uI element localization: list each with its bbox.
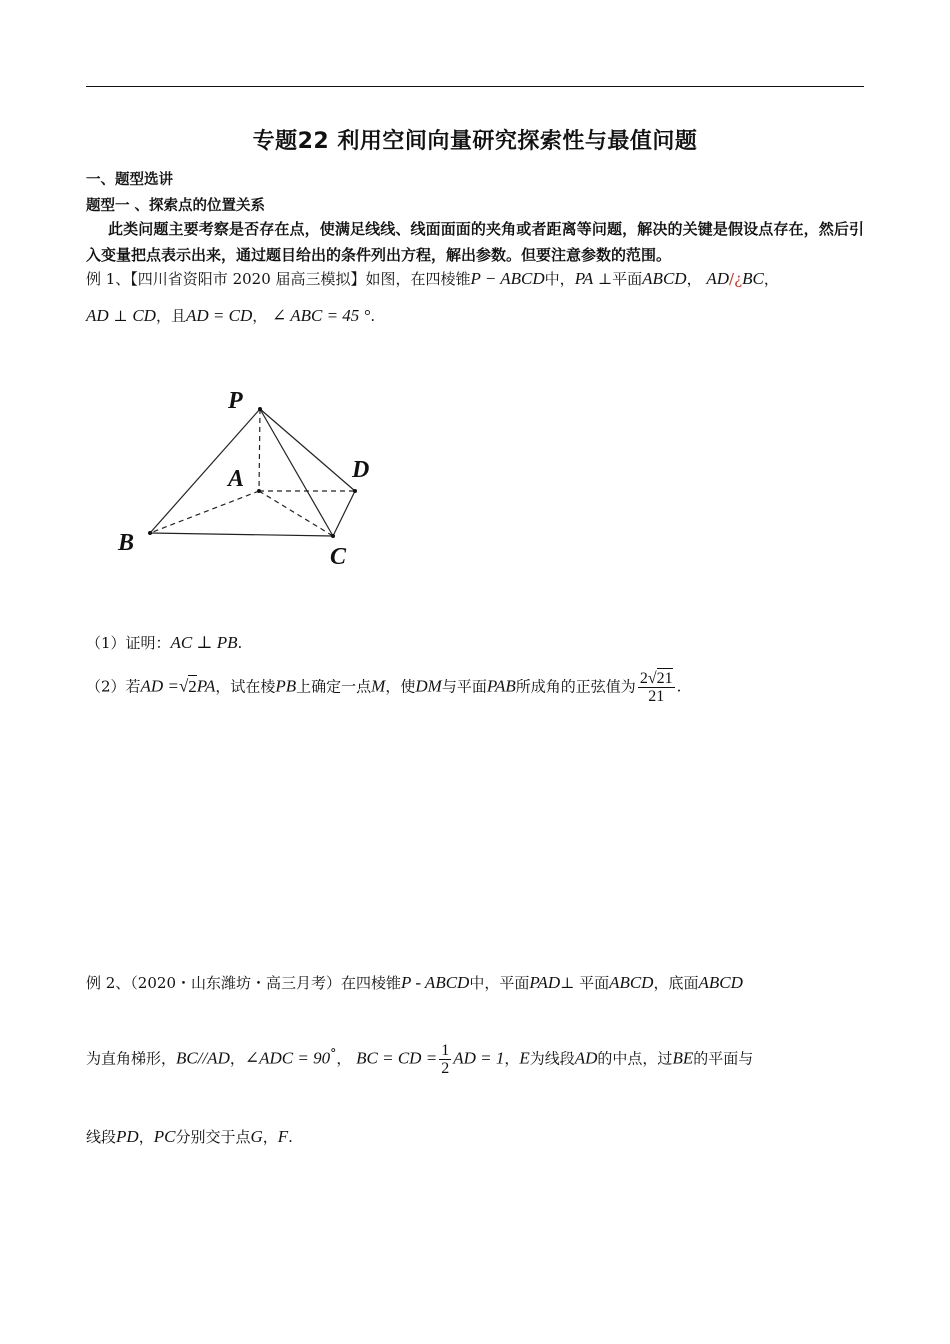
q2-pb: PB — [275, 676, 297, 696]
q2-period: . — [676, 677, 682, 696]
ex2-f: F — [277, 1127, 289, 1146]
question2: （2）若AD =√2PA，试在棱PB上确定一点M，使DM与平面PAB所成角的正弦值为 $\frac{2√21}{21}$ . — [86, 670, 682, 705]
page-title: 专题22 利用空间向量研究探索性与最值问题 — [252, 129, 698, 154]
q2-pab: PAB — [486, 676, 516, 696]
ex2-bcad: BC//AD — [176, 1048, 230, 1068]
q2-mid: ，试在棱 — [215, 677, 276, 696]
ex2-l2b: ， — [229, 1049, 245, 1068]
ex1-zhong: 中， — [544, 270, 575, 288]
ex1-plane: 平面 — [612, 270, 643, 288]
example1-line1 — [86, 268, 779, 289]
vertex-p — [258, 407, 262, 411]
q2-dm: DM — [415, 676, 442, 696]
q2-mid2: 上确定一点 — [296, 677, 372, 696]
q1-prefix: （1）证明： — [86, 634, 171, 652]
edge-ac — [259, 491, 333, 536]
ex2-t3: ，底面 — [653, 974, 699, 992]
ex2-abcd: ABCD — [609, 973, 654, 992]
q2-fraction: $\frac{2√21}{21}$ — [639, 670, 673, 705]
ex2-be: BE — [672, 1048, 694, 1068]
ex2-l3c: 分别交于点 — [175, 1128, 251, 1146]
section-heading: 一、题型选讲 — [86, 172, 173, 188]
edge-cd — [333, 491, 355, 536]
example2-line2 — [86, 1042, 753, 1077]
pyramid-figure — [110, 380, 390, 580]
ex2-deg: ° — [330, 1045, 337, 1061]
ex2-t1: 中，平面 — [469, 974, 530, 992]
edge-pc — [260, 409, 333, 536]
ex2-l2d: ， — [504, 1049, 520, 1068]
edge-bc — [150, 533, 333, 536]
ex2-l2e: 为线段 — [529, 1049, 575, 1068]
label-a: A — [228, 466, 245, 492]
ex1-angle: ∠ ABC = 45 ° — [272, 306, 371, 325]
vertex-c — [331, 534, 335, 538]
ex2-l3a: 线段 — [86, 1128, 117, 1146]
ex2-l3d: ， — [262, 1128, 278, 1146]
q2-sqrt-2: 2 — [188, 676, 197, 696]
ex1-period: . — [370, 307, 376, 325]
ex2-ad2: AD — [574, 1048, 598, 1068]
ex1-comma3: ， — [252, 307, 268, 325]
edge-ab — [150, 491, 259, 533]
edge-pa — [259, 409, 260, 491]
ex1-parallel-glyph: /¿ — [729, 270, 743, 288]
q1-expr: AC ⊥ PB — [170, 633, 238, 652]
ex1-ad: AD — [706, 269, 730, 288]
ex2-pd: PD — [116, 1127, 139, 1146]
ex2-abcd2: ABCD — [698, 973, 743, 992]
header-rule — [86, 86, 864, 87]
ex1-ad-eq-cd: AD = CD — [185, 306, 253, 325]
ex1-bc: BC — [742, 269, 764, 288]
ex1-pa: PA — [574, 269, 594, 288]
q2-pa: PA — [196, 676, 216, 696]
ex2-l2f: 的中点，过 — [597, 1049, 673, 1068]
example2-line1 — [86, 972, 743, 993]
ex1-qie: ，且 — [155, 307, 186, 325]
ex1-abcd: ABCD — [642, 269, 687, 288]
q2-mid3: ，使 — [385, 677, 416, 696]
example2-line3 — [86, 1126, 293, 1147]
ex2-half: $\frac{1}{2}$ — [441, 1042, 450, 1077]
ex1-perp: ⊥ — [598, 270, 613, 288]
q2-ad: AD = — [140, 676, 179, 696]
edge-pd — [260, 409, 355, 491]
ex2-adc: ∠ADC = 90 — [244, 1048, 331, 1068]
label-p: P — [228, 388, 243, 414]
ex2-l3b: ， — [138, 1128, 154, 1146]
ex1-comma: ， — [686, 270, 702, 288]
q2-mid5: 所成角的正弦值为 — [515, 677, 636, 696]
ex2-l2c: ， — [336, 1049, 352, 1068]
q2-prefix: （2）若 — [86, 677, 141, 696]
label-b: B — [118, 530, 135, 556]
q1-period: . — [237, 634, 243, 652]
ex2-ad1: AD = 1 — [453, 1048, 505, 1068]
type-heading: 题型一 、探索点的位置关系 — [86, 198, 266, 214]
ex1-pyramid: P − ABCD — [470, 269, 545, 288]
ex1-line2-ad: AD — [86, 306, 109, 325]
ex1-line2-cd: CD — [132, 306, 156, 325]
q2-mid4: 与平面 — [441, 677, 487, 696]
vertex-a — [257, 489, 261, 493]
ex2-t2: ⊥ 平面 — [560, 974, 610, 992]
vertex-b — [148, 531, 152, 535]
vertex-d — [353, 489, 357, 493]
ex1-prefix: 例 1、【四川省资阳市 2020 届高三模拟】如图，在四棱锥 — [86, 270, 471, 288]
ex1-comma2: ， — [763, 270, 779, 288]
ex2-prefix: 例 2、（2020・山东潍坊・高三月考）在四棱锥 — [86, 974, 401, 992]
label-c: C — [330, 544, 347, 570]
question1 — [86, 632, 242, 653]
example1-line2 — [86, 305, 375, 326]
ex2-l3e: . — [288, 1128, 293, 1146]
ex2-pad: PAD — [529, 973, 561, 992]
ex2-g: G — [250, 1127, 263, 1146]
ex2-bccd: BC = CD = — [356, 1048, 438, 1068]
ex2-l2g: 的平面与 — [693, 1049, 754, 1068]
label-d: D — [352, 457, 370, 483]
ex2-l2a: 为直角梯形， — [86, 1049, 177, 1068]
ex1-line2-perp: ⊥ — [113, 307, 128, 325]
ex2-e: E — [519, 1048, 530, 1068]
ex2-pc: PC — [153, 1127, 176, 1146]
ex2-pyramid: P - ABCD — [401, 973, 470, 992]
q2-m: M — [371, 676, 386, 696]
intro-paragraph: 此类问题主要考察是否存在点，使满足线线、线面面面的夹角或者距离等问题，解决的关键是假设点存在，然后引入变量把点表示出来，通过题目给出的条件列出方程，解出参数。但要注意参数的范围。 — [86, 220, 864, 264]
